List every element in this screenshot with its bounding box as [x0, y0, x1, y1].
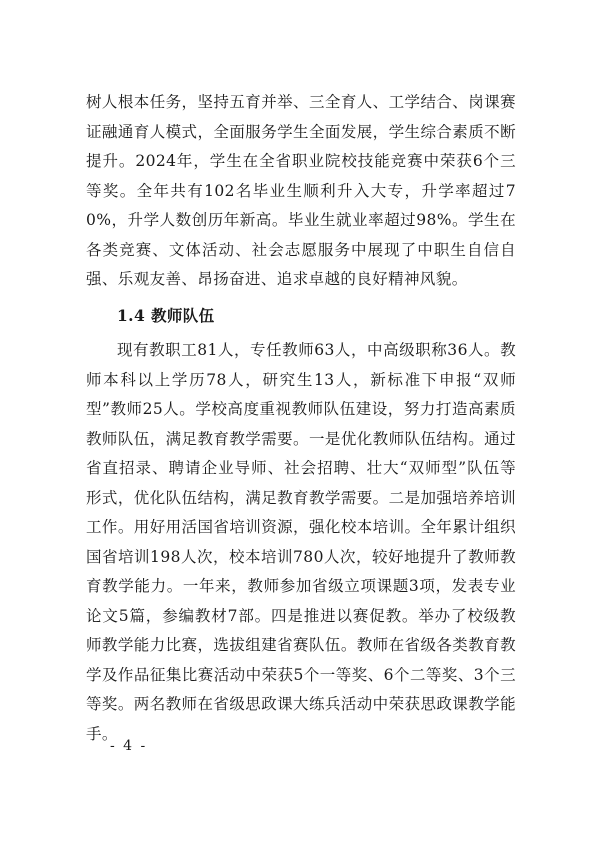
section-heading-teachers: 1.4 教师队伍	[117, 305, 215, 325]
paragraph-student-outcomes: 树人根本任务，坚持五育并举、三全育人、工学结合、岗课赛证融通育人模式，全面服务学生全面发展，学生综合素质不断提升。2024年，学生在全省职业院校技能竞赛中荣获6个三等奖。全年共有102名毕业生顺利升入大专，升学率超过70%，升学人数创历年新高。毕业生就业率超过98%。学生在各类竞赛、文体活动、社会志愿服务中展现了中职生自信自强、乐观友善、昂扬奋进、追求卓越的良好精神风貌。	[86, 93, 516, 288]
document-body	[86, 88, 516, 749]
paragraph-teacher-team: 现有教职工81人，专任教师63人，中高级职称36人。教师本科以上学历78人，研究生13人，新标准下申报“双师型”教师25人。学校高度重视教师队伍建设，努力打造高素质教师队伍，满足教育教学需要。一是优化教师队伍结构。通过省直招录、聘请企业导师、社会招聘、壮大“双师型”队伍等形式，优化队伍结构，满足教育教学需要。二是加强培养培训工作。用好用活国省培训资源，强化校本培训。全年累计组织国省培训198人次，校本培训780人次，较好地提升了教师教育教学能力。一年来，教师参加省级立项课题3项，发表专业论文5篇，参编教材7部。四是推进以赛促教。举办了校级教师教学能力比赛，选拔组建省赛队伍。教师在省级各类教育教学及作品征集比赛活动中荣获5个一等奖、6个二等奖、3个三等奖。两名教师在省级思政课大练兵活动中荣获思政课教学能手。	[86, 341, 516, 743]
page-number: - 4 -	[110, 738, 148, 754]
